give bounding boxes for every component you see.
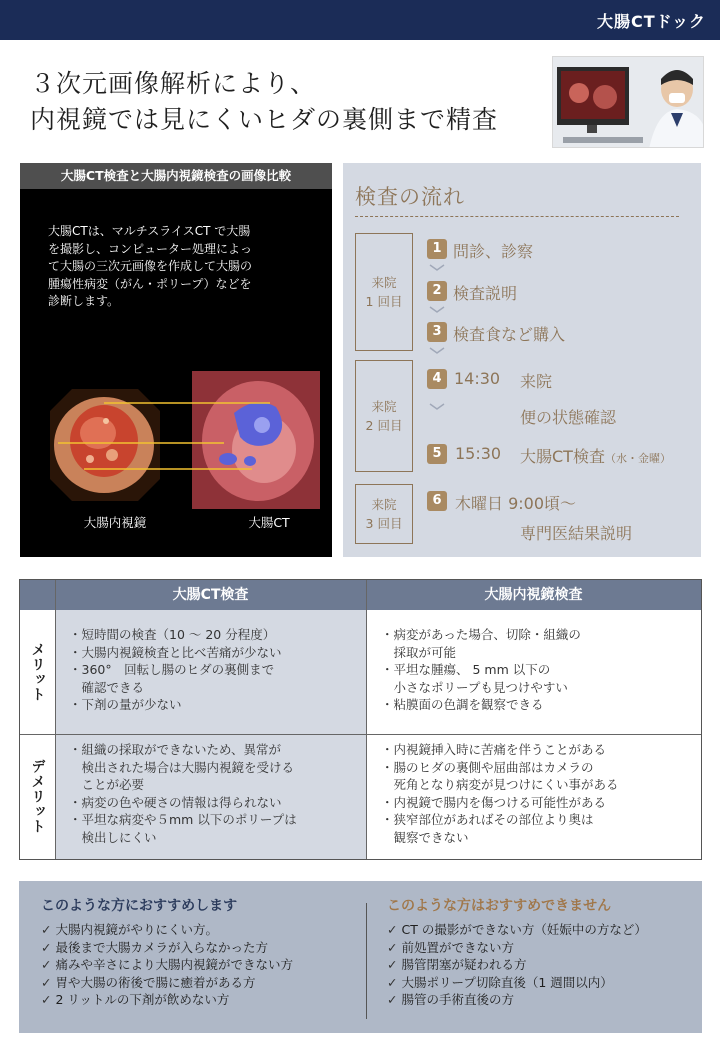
not-recommended-item: [387, 991, 647, 1009]
image-comparison-panel: [20, 163, 332, 557]
recommended-item: [41, 974, 293, 992]
table-line: 観察できない: [381, 829, 469, 845]
step-number-6: 6: [427, 491, 447, 511]
not-recommended-item: [387, 939, 647, 957]
table-line: ・病変の色や硬さの情報は得られない: [69, 794, 282, 810]
description-line: 腫瘍性病変（がん・ポリープ）などを: [48, 276, 252, 291]
row-header-merit: [20, 610, 55, 734]
table-line: ・下剤の量が少ない: [69, 697, 182, 712]
recommended-item: [41, 939, 293, 957]
item-text: 痛みや辛さにより大腸内視鏡ができない方: [55, 957, 293, 973]
table-line: 検出された場合は大腸内視鏡を受ける: [69, 759, 295, 775]
row-header-demerit: [20, 734, 55, 859]
check-icon: ✓: [387, 922, 398, 937]
check-icon: ✓: [387, 992, 398, 1008]
endoscope-image: [50, 389, 160, 501]
step-time-4: 14:30: [454, 369, 501, 388]
table-line: ・平坦な腫瘍、 5 mm 以下の: [381, 662, 551, 677]
item-text: 大腸ポリープ切除直後（1 週間以内）: [401, 974, 613, 990]
step-time-5: 15:30: [455, 444, 502, 463]
column-divider: [366, 903, 367, 1019]
caption-ct: 大腸CT: [248, 515, 290, 530]
check-icon: ✓: [41, 957, 52, 973]
item-text: 腸管の手術直後の方: [401, 992, 514, 1008]
visit-count: 2 回目: [365, 418, 403, 433]
table-line: 採取が可能: [381, 644, 457, 660]
table-line: ・短時間の検査（10 ～ 20 分程度）: [69, 627, 276, 642]
table-line: ・狭窄部位があればその部位より奥は: [381, 812, 594, 827]
table-line: ・腸のヒダの裏側や屈曲部はカメラの: [381, 759, 594, 775]
doctor-monitor-photo: [552, 56, 704, 148]
step-subtext-4: 便の状態確認: [520, 408, 617, 427]
description-line: 大腸CTは、マルチスライスCT で大腸: [48, 224, 251, 238]
exam-flow-panel: [343, 163, 701, 557]
visit-box-2: [355, 360, 413, 472]
check-icon: ✓: [41, 992, 52, 1008]
item-text: 前処置ができない方: [401, 939, 514, 955]
visit-box-1: [355, 233, 413, 351]
recommended-item: [41, 921, 293, 939]
step-number-4: 4: [427, 369, 447, 389]
step-text-3: 検査食など購入: [453, 325, 566, 344]
row-header-demerit-label: デメリット: [29, 759, 46, 834]
step-number-3: 3: [427, 322, 447, 342]
table-header: [20, 580, 701, 610]
visit-count: 1 回目: [365, 294, 403, 309]
flow-divider: [355, 216, 679, 217]
table-line: ・粘膜面の色調を観察できる: [381, 697, 544, 712]
item-text: 最後まで大腸カメラが入らなかった方: [55, 939, 268, 955]
table-divider: [366, 580, 367, 859]
not-recommended-column: [387, 895, 647, 1009]
visit-label: 来院: [371, 275, 397, 290]
check-icon: ✓: [387, 957, 398, 973]
recommended-title: このような方におすすめします: [41, 898, 238, 914]
table-divider: [20, 734, 701, 735]
merit-demerit-table: [19, 579, 702, 860]
chevron-down-icon: [429, 306, 445, 314]
not-recommended-item: [387, 921, 647, 939]
headline-line-1: ３次元画像解析により、: [30, 69, 317, 98]
caption-endoscope: 大腸内視鏡: [83, 515, 147, 530]
cell-demerit-endoscope: [367, 735, 701, 859]
chevron-down-icon: [429, 403, 445, 411]
table-line: ・組織の採取ができないため、異常が: [69, 742, 282, 757]
comparison-title: 大腸CT検査と大腸内視鏡検査の画像比較: [20, 163, 332, 189]
comparison-images: [20, 163, 332, 557]
table-line: ・360° 回転し腸のヒダの裏側まで: [69, 662, 275, 677]
description-line: 診断します。: [48, 294, 120, 308]
recommendation-panel: [19, 881, 702, 1033]
table-line: ・病変があった場合、切除・組織の: [381, 627, 581, 642]
table-line: 確認できる: [69, 679, 145, 695]
table-line: 死角となり病変が見つけにくい事がある: [381, 777, 619, 792]
check-icon: ✓: [41, 939, 52, 955]
step-text-1: 問診、診察: [453, 242, 534, 261]
item-text: 大腸内視鏡がやりにくい方。: [55, 922, 218, 937]
not-recommended-item: [387, 974, 647, 992]
not-recommended-item: [387, 956, 647, 974]
chevron-down-icon: [429, 264, 445, 272]
not-recommended-title: このような方はおすすめできません: [387, 898, 612, 914]
step-text-2: 検査説明: [453, 284, 518, 303]
step-note: （水・金曜）: [604, 452, 671, 465]
check-icon: ✓: [41, 974, 52, 990]
item-text: 胃や大腸の術後で腸に癒着がある方: [55, 974, 256, 990]
table-line: ことが必要: [69, 777, 145, 792]
chevron-down-icon: [429, 347, 445, 355]
page-category-title: 大腸CTドック: [596, 12, 706, 31]
table-line: ・平坦な病変や５mm 以下のポリープは: [69, 812, 297, 827]
visit-count: 3 回目: [365, 516, 403, 531]
column-header-endoscope: 大腸内視鏡検査: [484, 587, 583, 603]
headline-line-2: 内視鏡では見にくいヒダの裏側まで精査: [30, 105, 499, 134]
step-label: 大腸CT検査: [520, 447, 605, 466]
check-icon: ✓: [387, 939, 398, 955]
step-time-6: 木曜日 9:00頃～: [455, 494, 577, 513]
row-header-merit-label: メリット: [29, 642, 46, 702]
visit-label: 来院: [371, 497, 397, 512]
step-text-5: [520, 444, 671, 467]
step-subtext-6: 専門医結果説明: [520, 524, 633, 543]
visit-box-3: [355, 484, 413, 544]
cell-merit-endoscope: [367, 610, 701, 734]
top-bar: [0, 0, 720, 40]
table-line: 検出しにくい: [69, 829, 157, 845]
step-number-2: 2: [427, 281, 447, 301]
item-text: 腸管閉塞が疑われる方: [401, 957, 527, 973]
step-number-1: 1: [427, 239, 447, 259]
check-icon: ✓: [41, 922, 52, 937]
ct-image: [192, 371, 320, 509]
table-divider: [55, 580, 56, 859]
cell-demerit-ct: [55, 735, 366, 859]
headline: [30, 66, 498, 138]
cell-merit-ct: [55, 610, 366, 734]
description-line: を撮影し、コンピューター処理によっ: [48, 241, 253, 256]
table-line: ・内視鏡挿入時に苦痛を伴うことがある: [381, 742, 607, 757]
step-number-5: 5: [427, 444, 447, 464]
column-header-ct: 大腸CT検査: [172, 587, 249, 603]
table-line: 小さなポリープも見つけやすい: [381, 679, 568, 695]
table-line: ・内視鏡で腸内を傷つける可能性がある: [381, 794, 607, 810]
item-text: 2 リットルの下剤が飲めない方: [55, 992, 230, 1008]
recommended-for-column: [41, 895, 293, 1009]
check-icon: ✓: [387, 974, 398, 990]
step-text-4: 来院: [520, 372, 553, 391]
recommended-item: [41, 956, 293, 974]
description-line: て大腸の三次元画像を作成して大腸の: [48, 259, 253, 273]
item-text: CT の撮影ができない方（妊娠中の方など）: [401, 922, 647, 937]
table-line: ・大腸内視鏡検査と比べ苦痛が少ない: [69, 644, 282, 660]
recommended-item: [41, 991, 293, 1009]
flow-title: 検査の流れ: [355, 185, 465, 209]
visit-label: 来院: [371, 399, 397, 414]
